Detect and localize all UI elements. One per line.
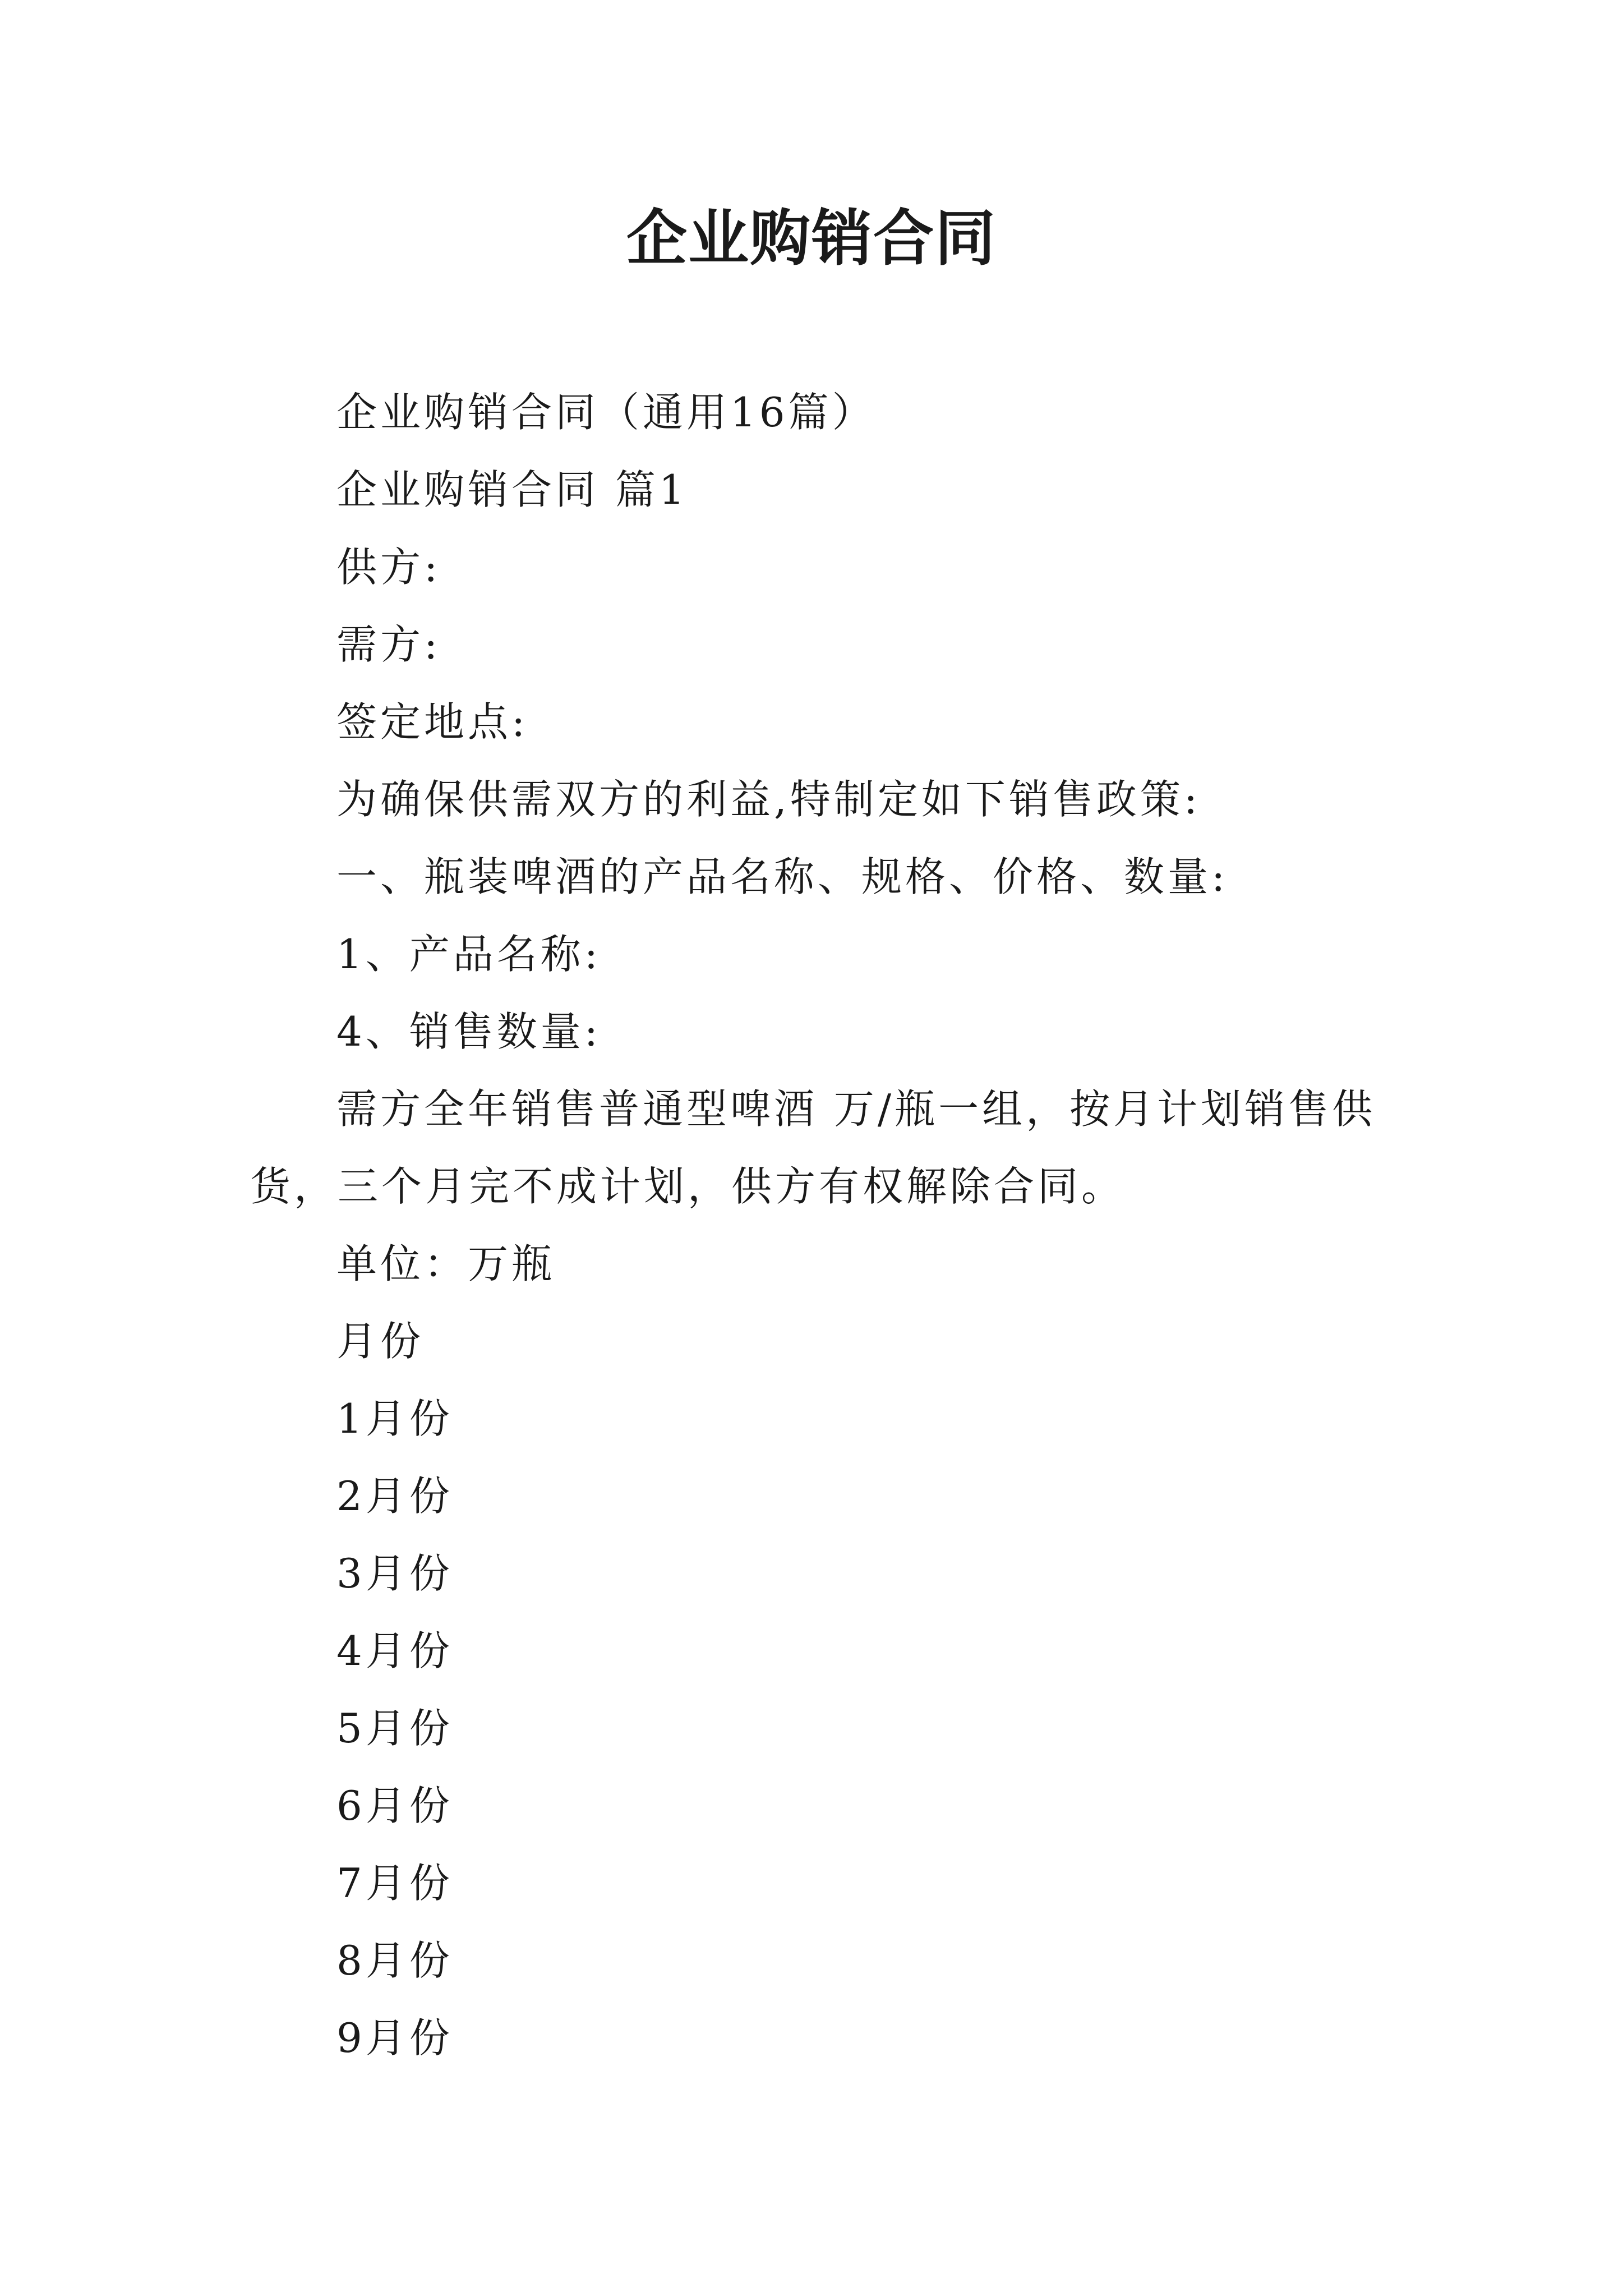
paragraph-month: 4月份 <box>336 1627 453 1674</box>
paragraph-policy-intro: 为确保供需双方的利益,特制定如下销售政策: <box>336 776 1201 823</box>
paragraph-clause-one: 一、瓶装啤酒的产品名称、规格、价格、数量: <box>336 853 1229 900</box>
paragraph-buyer: 需方: <box>336 621 441 668</box>
paragraph-month: 2月份 <box>336 1473 453 1520</box>
paragraph-month: 8月份 <box>336 1937 453 1984</box>
paragraph-month: 5月份 <box>336 1705 453 1752</box>
paragraph-product-name: 1、产品名称: <box>336 931 602 978</box>
paragraph-annual-sales: 需方全年销售普通型啤酒 万/瓶一组，按月计划销售供货，三个月完不成计划，供方有权解除合同。 <box>250 1085 1376 1210</box>
paragraph-month-header: 月份 <box>336 1318 425 1365</box>
document-body <box>250 374 1383 2077</box>
document-title: 企业购销合同 <box>626 203 997 274</box>
paragraph-month: 9月份 <box>336 2014 453 2062</box>
paragraph-unit: 单位：万瓶 <box>336 1240 556 1287</box>
paragraph-month: 7月份 <box>336 1860 453 1907</box>
paragraph-subtitle: 企业购销合同（通用16篇） <box>336 389 876 436</box>
paragraph-section-heading: 企业购销合同 篇1 <box>336 466 688 513</box>
paragraph-month: 3月份 <box>336 1550 453 1597</box>
paragraph-signing-place: 签定地点: <box>336 698 529 746</box>
paragraph-month: 1月份 <box>336 1395 453 1442</box>
paragraph-sales-quantity: 4、销售数量: <box>336 1008 602 1055</box>
paragraph-supplier: 供方: <box>336 544 441 591</box>
paragraph-month: 6月份 <box>336 1782 453 1829</box>
